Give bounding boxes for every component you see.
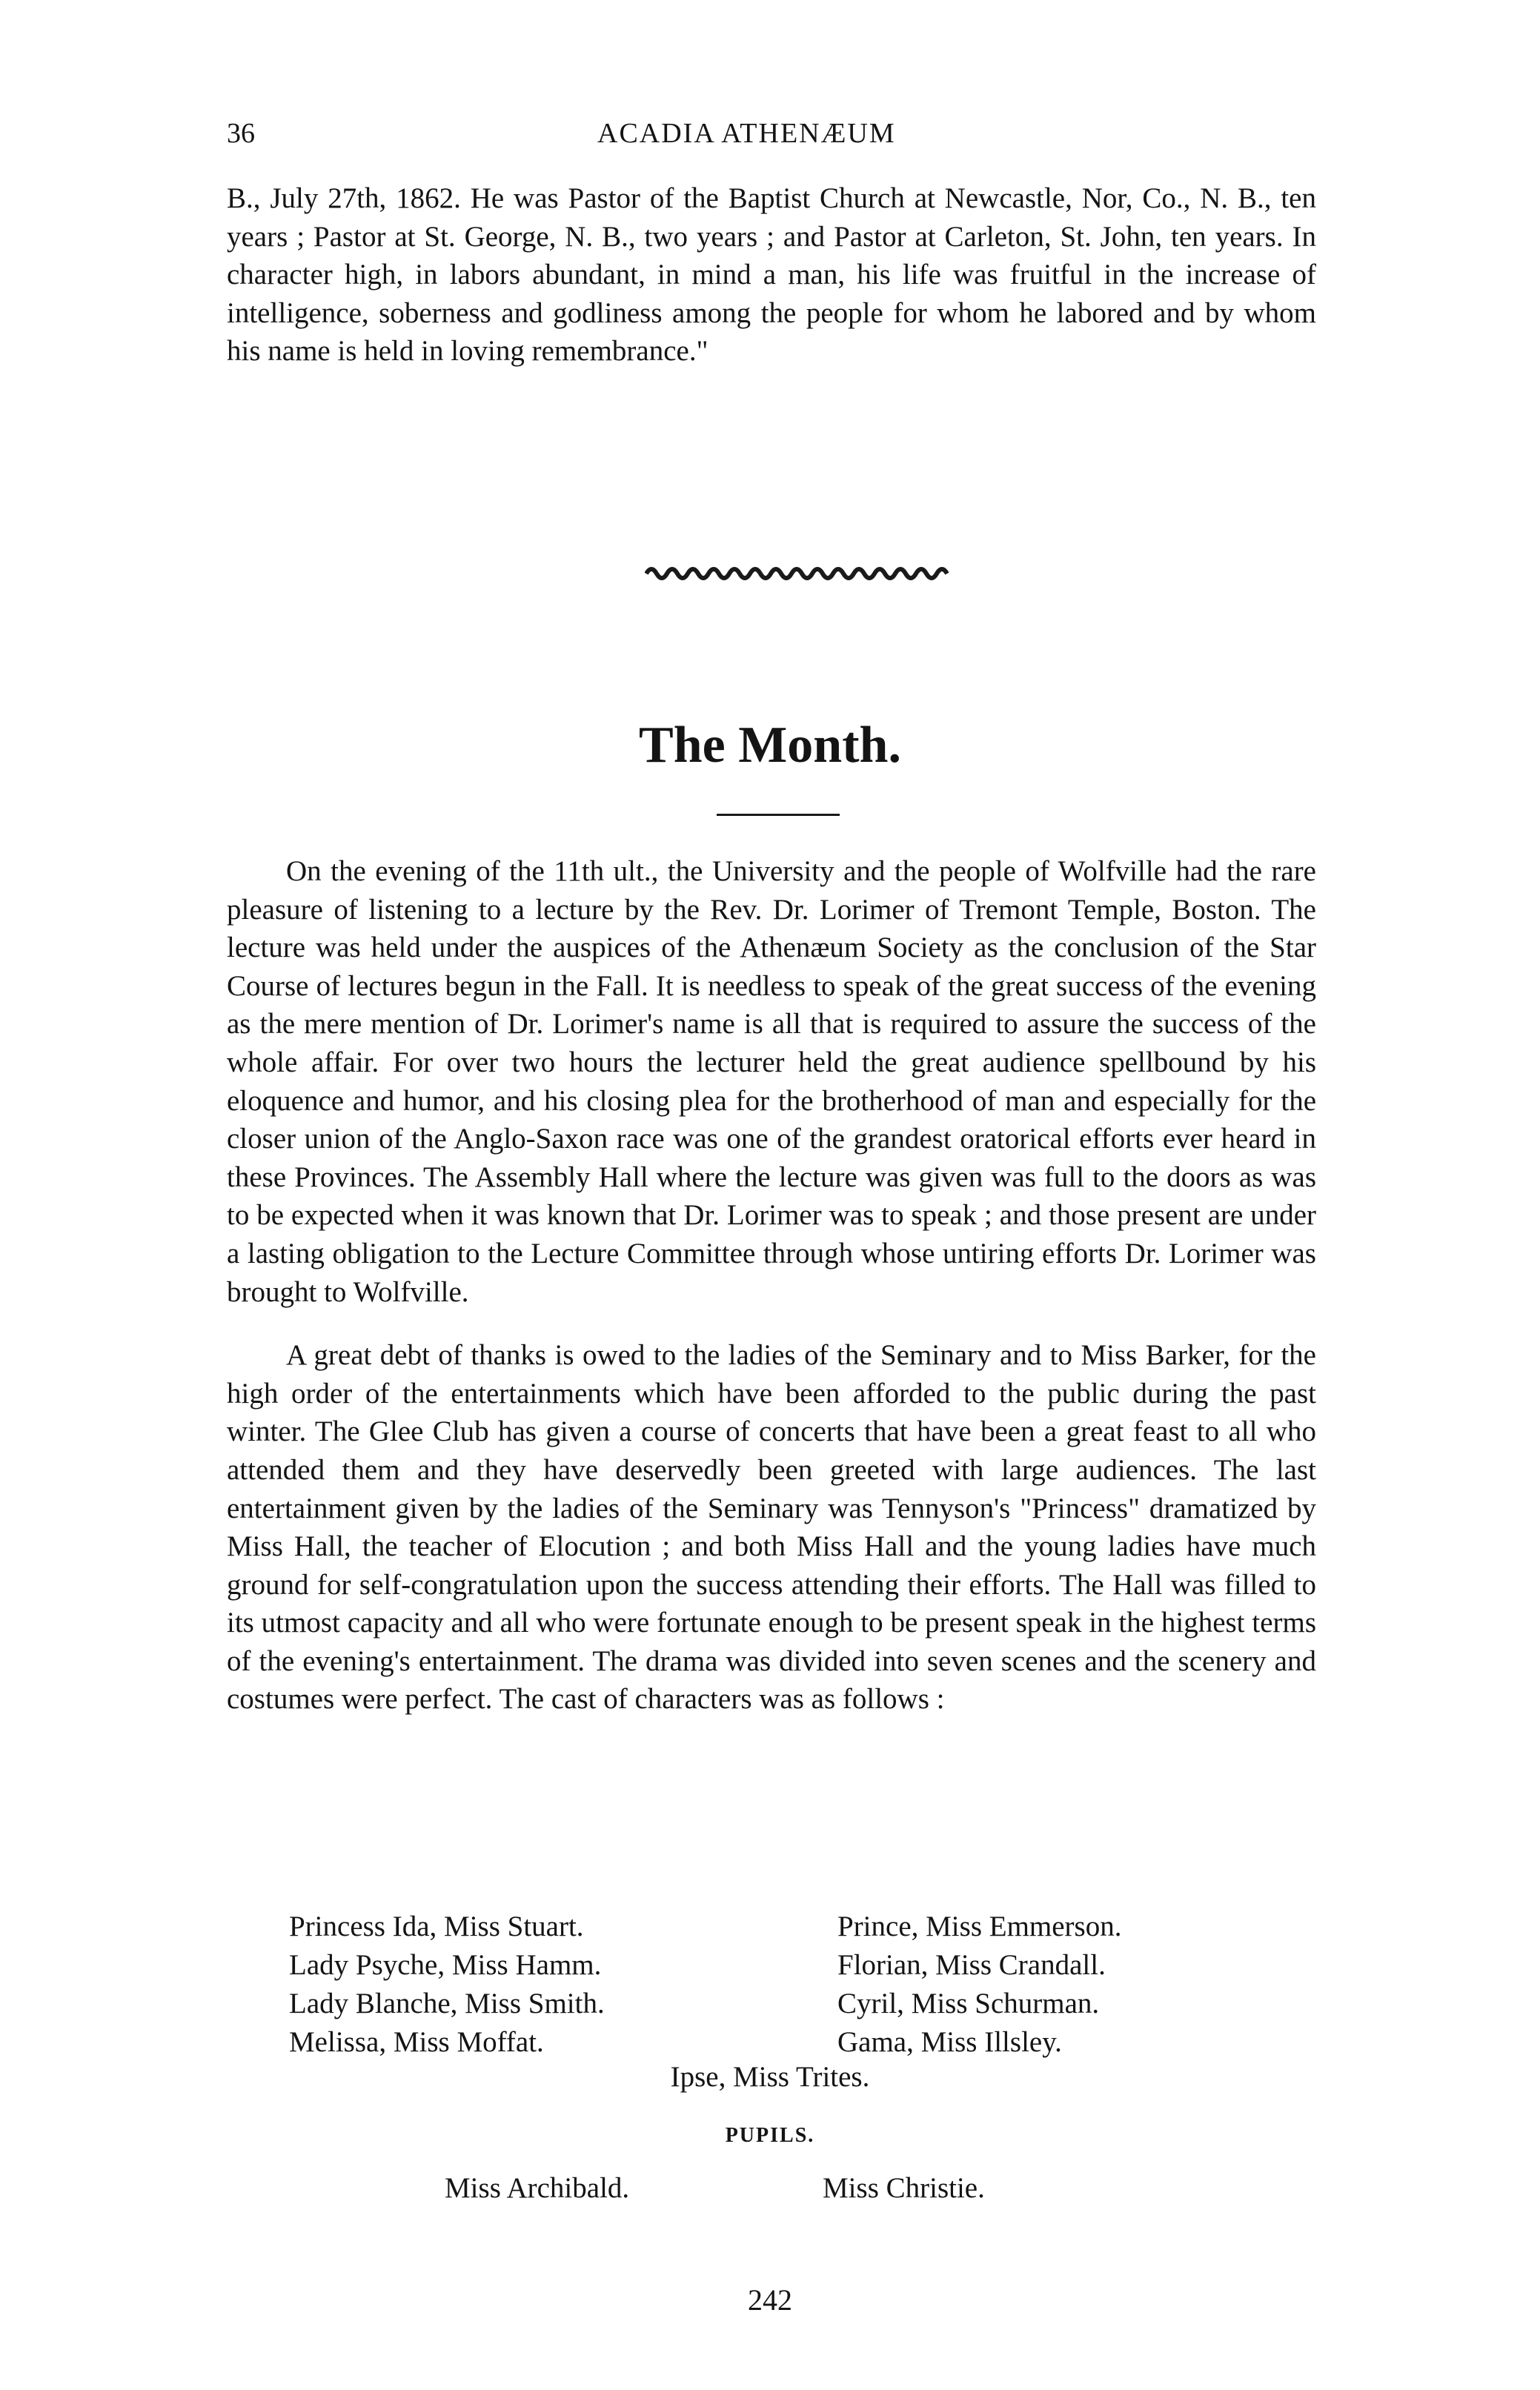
cast-entry: Princess Ida, Miss Stuart. [289, 1911, 584, 1942]
body-paragraph-2: A great debt of thanks is owed to the ladies of the Seminary and to Miss Barker, for the high order of the entertainments which have been afforded to the public during the past winter. The Glee Club has given a course of concerts that have been a great feast to all who attended them and they have deservedly been greeted with large audiences. The last entertainment given by the ladies of the Seminary was Tennyson's "Princess" dramatized by Miss Hall, the teacher of Elocution ; and both Miss Hall and the young ladies have much ground for self-congratulation upon the success attending their efforts. The Hall was filled to its utmost capacity and all who were fortunate enough to be present speak in the highest terms of the evening's entertainment. The drama was divided into seven scenes and the scenery and costumes were perfect. The cast of characters was as follows : [227, 1339, 1316, 1716]
cast-column-right [837, 1908, 1121, 2062]
cast-entry: Prince, Miss Emmerson. [837, 1911, 1122, 1942]
intro-paragraph: B., July 27th, 1862. He was Pastor of the Baptist Church at Newcastle, Nor, Co., N. B., ten years ; Pastor at St. George, N. B., two years ; and Pastor at Carleton, St. John, ten years. In character high, in labors abundant, in mind a man, his life was fruitful in the increase of intelligence, soberness and godliness among the people for whom he labored and by whom his name is held in loving remembrance." [227, 182, 1316, 368]
cast-entry: Lady Blanche, Miss Smith. [289, 1988, 605, 2019]
cast-entry: Lady Psyche, Miss Hamm. [289, 1949, 602, 1981]
intro-text [227, 179, 1316, 371]
running-title: ACADIA ATHENÆUM [597, 118, 896, 149]
cast-entry: Melissa, Miss Moffat. [289, 2026, 544, 2058]
cast-column-left [289, 1908, 605, 2062]
body-paragraph-1: On the evening of the 11th ult., the University and the people of Wolfville had the rare pleasure of listening to a lecture by the Rev. Dr. Lorimer of Tremont Temple, Boston. The lecture was held under the auspices of the Athenæum Society as the conclusion of the Star Course of lectures begun in the Fall. It is needless to speak of the great success of the evening as the mere mention of Dr. Lorimer's name is all that is required to assure the success of the whole affair. For over two hours the lecturer held the great audience spellbound by his eloquence and humor, and his closing plea for the brotherhood of man and especially for the closer union of the Anglo-Saxon race was one of the grandest oratorical efforts ever heard in these Provinces. The Assembly Hall where the lecture was given was full to the doors as was to be expected when it was known that Dr. Lorimer was to speak ; and those present are under a lasting obligation to the Lecture Committee through whose untiring efforts Dr. Lorimer was brought to Wolfville. [227, 855, 1316, 1308]
cast-entry: Florian, Miss Crandall. [837, 1949, 1106, 1981]
ornamental-divider [645, 565, 956, 582]
section-title: The Month. [639, 717, 901, 774]
cast-entry: Gama, Miss Illsley. [837, 2026, 1062, 2058]
pupils-heading: PUPILS. [725, 2124, 815, 2147]
cast-entry: Cyril, Miss Schurman. [837, 1988, 1100, 2019]
footer-page-number: 242 [748, 2283, 792, 2317]
page-header [227, 117, 1316, 162]
title-rule [717, 814, 840, 816]
pupil-entry: Miss Christie. [823, 2172, 985, 2204]
cast-entry-center: Ipse, Miss Trites. [670, 2061, 870, 2093]
pupil-entry: Miss Archibald. [445, 2172, 630, 2204]
page-number: 36 [227, 118, 255, 149]
month-text [227, 852, 1316, 1719]
